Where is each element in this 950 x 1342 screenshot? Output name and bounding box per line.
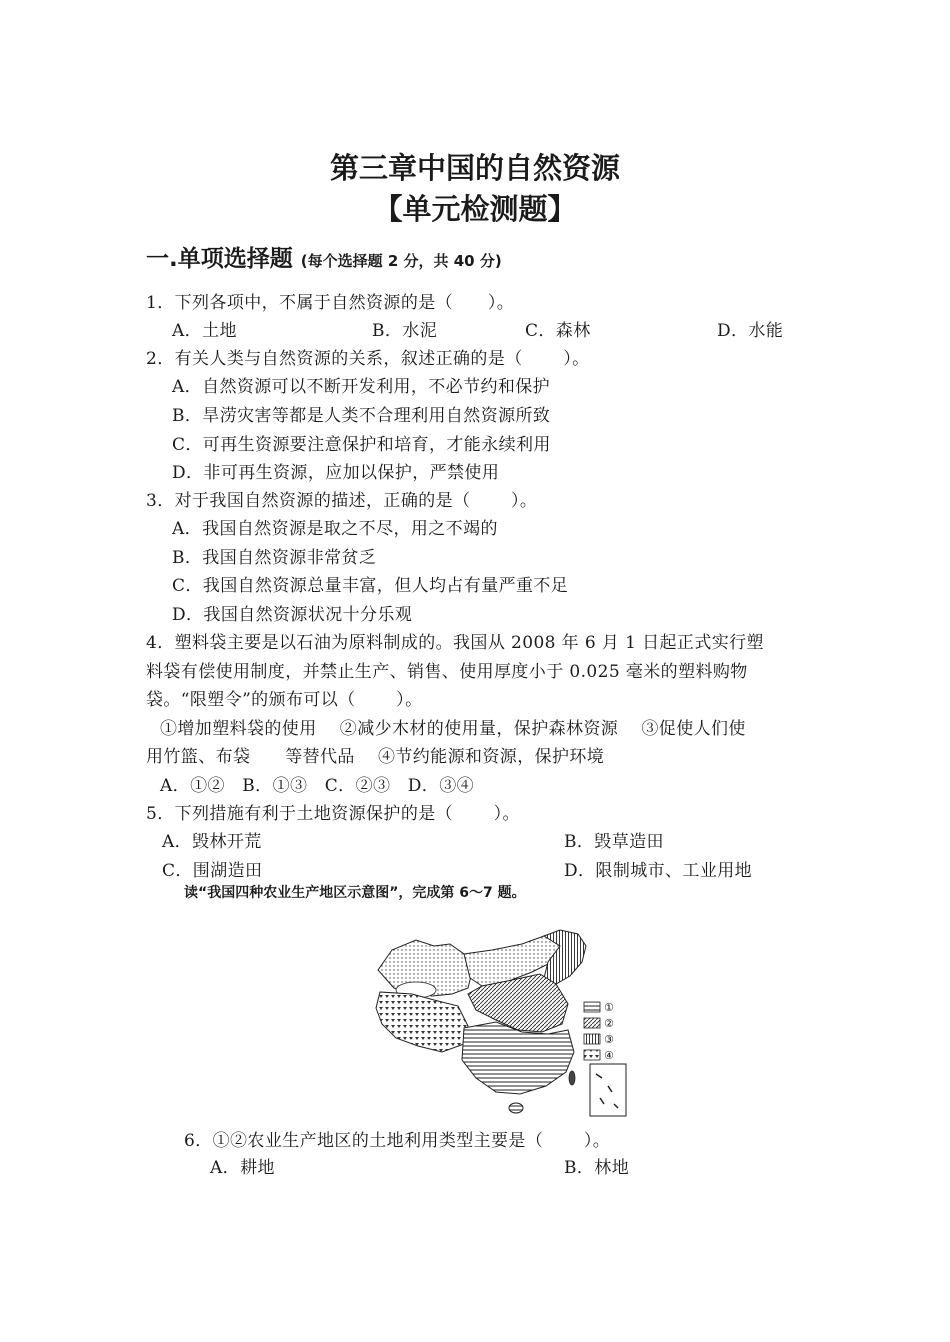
statement-list-line-1: ①增加塑料袋的使用 ②减少木材的使用量，保护森林资源 ③促使人们使 xyxy=(160,719,746,739)
legend-label-1: ① xyxy=(604,1001,614,1014)
question-stem: 2．有关人类与自然资源的关系，叙述正确的是（ ）。 xyxy=(146,349,590,369)
legend-label-4: ④ xyxy=(604,1049,614,1062)
document-title: 第三章中国的自然资源 xyxy=(329,151,620,185)
question-stem: 6．①②农业生产地区的土地利用类型主要是（ ）。 xyxy=(184,1131,611,1151)
option-b: B．毁草造田 xyxy=(564,832,664,852)
question-stem-line-1: 4．塑料袋主要是以石油为原料制成的。我国从 2008 年 6 月 1 日起正式实行塑 xyxy=(146,633,764,653)
statement-list-line-2: 用竹篮、布袋 等替代品 ④节约能源和资源，保护环境 xyxy=(146,747,605,767)
option-a: A．耕地 xyxy=(210,1158,275,1178)
south-sea-inset xyxy=(590,1064,626,1116)
option-c: C．可再生资源要注意保护和培育，才能永续利用 xyxy=(172,435,551,455)
option-a: A．我国自然资源是取之不尽，用之不竭的 xyxy=(172,519,498,539)
option-a: A．土地 xyxy=(172,321,237,341)
option-d: D．非可再生资源，应加以保护，严禁使用 xyxy=(172,463,500,483)
document-subtitle: 【单元检测题】 xyxy=(373,192,577,226)
section-score-note: (每个选择题 2 分，共 40 分) xyxy=(300,252,502,270)
option-b: B．水泥 xyxy=(372,321,438,341)
option-b: B．旱涝灾害等都是人类不合理利用自然资源所致 xyxy=(172,406,551,426)
question-stem: 5．下列措施有利于土地资源保护的是（ ）。 xyxy=(146,804,520,824)
section-heading-text: 一.单项选择题 xyxy=(146,246,293,272)
section-heading xyxy=(146,240,502,273)
option-d: D．我国自然资源状况十分乐观 xyxy=(172,605,413,625)
legend-label-2: ② xyxy=(604,1017,614,1030)
question-stem: 1．下列各项中，不属于自然资源的是（ ）。 xyxy=(146,293,515,313)
question-stem: 3．对于我国自然资源的描述，正确的是（ ）。 xyxy=(146,491,538,511)
option-b: B．林地 xyxy=(564,1158,630,1178)
map-legend xyxy=(584,1001,614,1062)
option-c: C．我国自然资源总量丰富，但人均占有量严重不足 xyxy=(172,576,569,596)
question-stem-line-2: 料袋有偿使用制度，并禁止生产、销售、使用厚度小于 0.025 毫米的塑料购物 xyxy=(146,662,748,682)
option-a: A．毁林开荒 xyxy=(162,832,262,852)
option-row: A．①② B．①③ C．②③ D．③④ xyxy=(160,776,475,796)
china-agriculture-map xyxy=(372,928,630,1120)
option-b: B．我国自然资源非常贫乏 xyxy=(172,548,377,568)
option-d: D．限制城市、工业用地 xyxy=(564,861,753,881)
option-c: C．森林 xyxy=(525,321,591,341)
question-stem-line-3: 袋。“限塑令”的颁布可以（ ）。 xyxy=(146,690,423,710)
option-c: C．围湖造田 xyxy=(162,861,263,881)
hainan-island xyxy=(509,1103,523,1113)
taiwan-island xyxy=(569,1071,575,1085)
region-tibet xyxy=(376,992,468,1052)
option-a: A．自然资源可以不断开发利用，不必节约和保护 xyxy=(172,377,551,397)
legend-label-3: ③ xyxy=(604,1033,614,1046)
region-south xyxy=(462,1022,574,1094)
map-instruction: 读“我国四种农业生产地区示意图”，完成第 6～7 题。 xyxy=(184,885,526,901)
option-d: D．水能 xyxy=(717,321,784,341)
